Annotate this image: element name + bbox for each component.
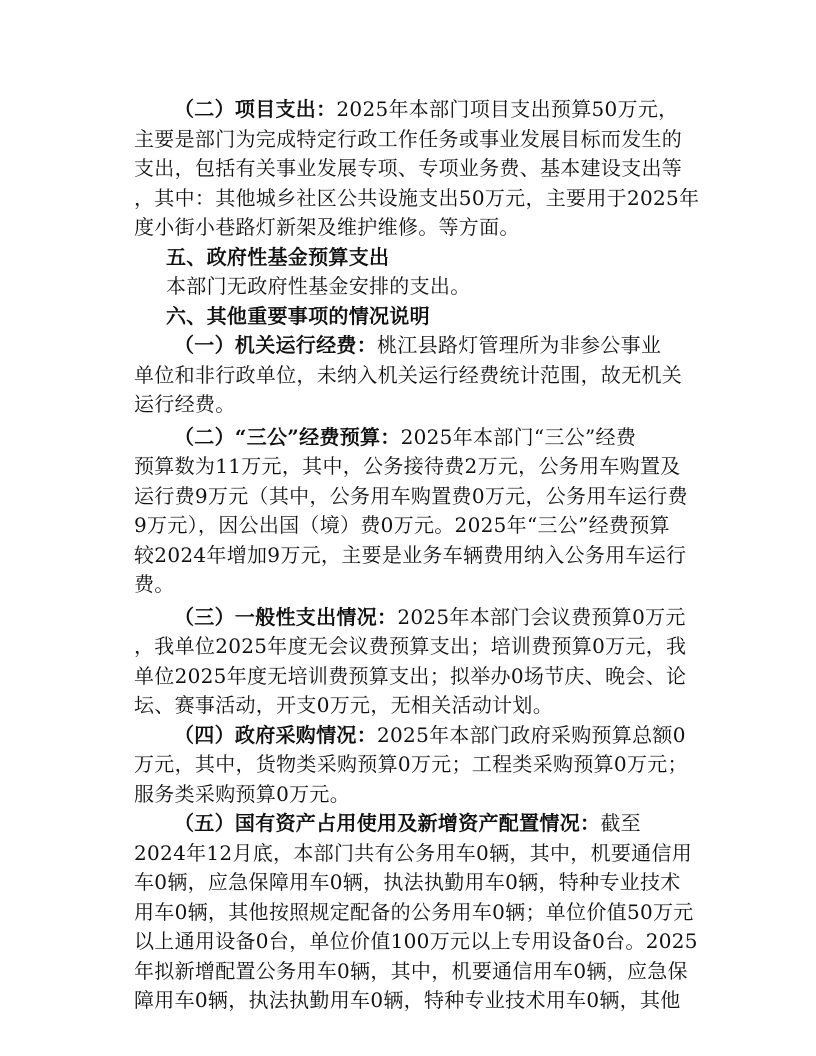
line-text: ，我单位2025年度无会议费预算支出；培训费预算0万元，我 [134, 634, 687, 658]
section-heading: 六、其他重要事项的情况说明 [166, 303, 430, 328]
paragraph-line [134, 423, 702, 453]
section-heading: （五）国有资产占用使用及新增资产配置情况： [174, 811, 601, 835]
paragraph-line [134, 541, 702, 571]
paragraph-line [134, 750, 702, 780]
line-text: 桃江县路灯管理所为非参公事业 [377, 333, 662, 357]
line-text: 坛、赛事活动，开支0万元，无相关活动计划。 [134, 693, 554, 717]
paragraph-line [134, 452, 702, 482]
section-heading: （三）一般性支出情况： [174, 604, 398, 629]
document-page [134, 95, 702, 1016]
paragraph-line [134, 125, 702, 155]
section-heading: （二）项目支出： [174, 97, 337, 121]
paragraph-line [134, 603, 702, 633]
line-text: 2025年本部门“三公”经费 [400, 424, 637, 449]
paragraph-line [134, 361, 702, 391]
line-text: 主要是部门为完成特定行政工作任务或事业发展目标而发生的 [134, 126, 683, 151]
line-text: 费。 [134, 572, 175, 596]
line-text: 服务类采购预算0万元。 [134, 781, 351, 806]
line-text: 9万元），因公出国（境）费0万元。2025年“三公”经费预算 [134, 513, 670, 537]
section-heading: （四）政府采购情况： [174, 722, 377, 747]
paragraph-line [134, 331, 702, 361]
line-text: 运行经费。 [134, 392, 236, 416]
paragraph-line [134, 898, 702, 928]
line-text: ，其中：其他城乡社区公共设施支出50万元，主要用于2025年 [134, 185, 700, 210]
paragraph-line [134, 927, 702, 957]
line-text: 2025年本部门政府采购预算总额0 [377, 722, 686, 747]
paragraph-line [134, 570, 702, 600]
line-text: 障用车0辆，执法执勤用车0辆，特种专业技术用车0辆，其他 [134, 988, 681, 1012]
line-text: 较2024年增加9万元，主要是业务车辆费用纳入公务用车运行 [134, 542, 687, 567]
line-text: 支出，包括有关事业发展专项、专项业务费、基本建设支出等 [134, 156, 683, 180]
line-text: 运行费9万元（其中，公务用车购置费0万元，公务用车运行费 [134, 483, 688, 508]
line-text: 车0辆，应急保障用车0辆，执法执勤用车0辆，特种专业技术 [134, 870, 681, 894]
paragraph-line [134, 95, 702, 125]
section-heading-line [134, 302, 702, 332]
line-text: 以上通用设备0台，单位价值100万元以上专用设备0台。2025 [134, 929, 698, 953]
line-text: 预算数为11万元，其中，公务接待费2万元，公务用车购置及 [134, 454, 681, 478]
line-text: 本部门无政府性基金安排的支出。 [166, 274, 471, 298]
paragraph-line [134, 482, 702, 512]
line-text: 2025年本部门会议费预算0万元 [397, 604, 686, 629]
line-text: 截至 [600, 811, 641, 835]
line-text: 年拟新增配置公务用车0辆，其中，机要通信用车0辆，应急保 [134, 958, 688, 983]
line-text: 用车0辆，其他按照规定配备的公务用车0辆；单位价值50万元 [134, 899, 694, 924]
paragraph-line [134, 662, 702, 692]
section-heading-line [134, 243, 702, 273]
paragraph-line [134, 721, 702, 751]
paragraph-line [134, 868, 702, 898]
paragraph-line [134, 839, 702, 869]
line-text: 单位和非行政单位，未纳入机关运行经费统计范围，故无机关 [134, 362, 683, 387]
line-text: 2025年本部门项目支出预算50万元， [336, 97, 679, 121]
paragraph-line [134, 957, 702, 987]
paragraph-line [134, 986, 702, 1016]
paragraph-line [134, 511, 702, 541]
section-heading: （一）机关运行经费： [174, 333, 377, 357]
line-text: 单位2025年度无培训费预算支出；拟举办0场节庆、晚会、论 [134, 663, 687, 688]
paragraph-line [134, 809, 702, 839]
paragraph-line [134, 632, 702, 662]
paragraph-line [134, 272, 702, 302]
section-heading: （二）“三公”经费预算： [174, 424, 401, 449]
paragraph-line [134, 691, 702, 721]
section-heading: 五、政府性基金预算支出 [166, 244, 390, 269]
line-text: 度小街小巷路灯新架及维护维修。等方面。 [134, 215, 520, 239]
paragraph-line [134, 213, 702, 243]
paragraph-line [134, 780, 702, 810]
line-text: 2024年12月底，本部门共有公务用车0辆，其中，机要通信用 [134, 840, 693, 865]
paragraph-line [134, 154, 702, 184]
line-text: 万元，其中，货物类采购预算0万元；工程类采购预算0万元； [134, 752, 688, 776]
paragraph-line [134, 184, 702, 214]
paragraph-line [134, 390, 702, 420]
